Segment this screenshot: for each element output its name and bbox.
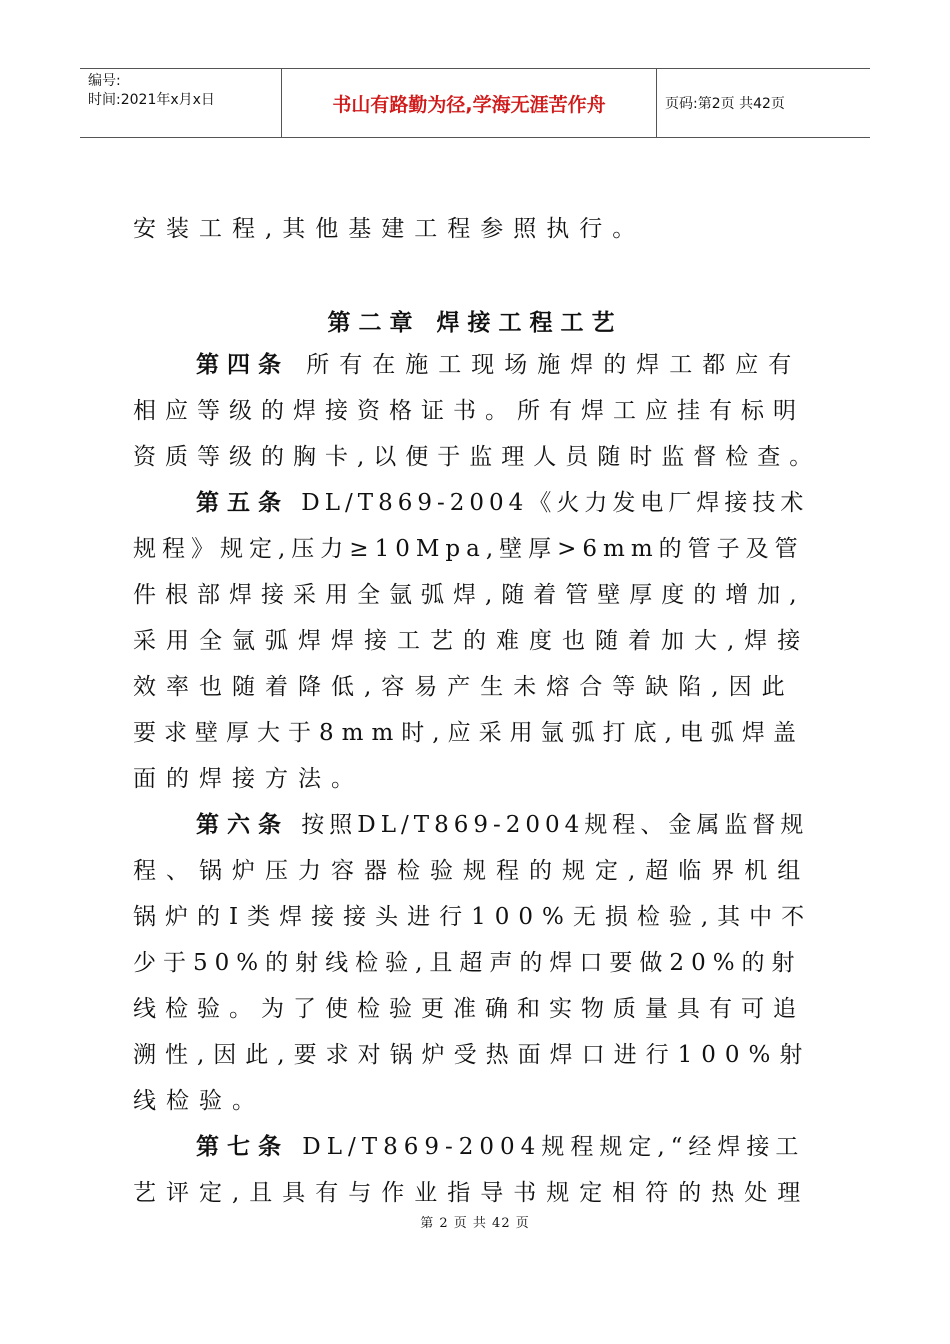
page-header bbox=[80, 68, 870, 138]
body-line bbox=[133, 534, 804, 564]
header-page-info: 页码:第2页 共42页 bbox=[665, 96, 785, 112]
body-line bbox=[133, 994, 805, 1024]
article-line bbox=[196, 488, 808, 518]
body-line bbox=[133, 856, 810, 886]
body-line-text: 艺评定,且具有与作业指导书规定相符的热处理 bbox=[133, 1180, 811, 1206]
body-line bbox=[133, 1086, 265, 1116]
body-line bbox=[133, 718, 804, 748]
body-line-text: 线检验。 bbox=[133, 1088, 265, 1114]
body-line-text: 件根部焊接采用全氩弧焊,随着管壁厚度的增加, bbox=[133, 582, 806, 608]
body-line bbox=[133, 764, 364, 794]
body-line bbox=[133, 1040, 811, 1070]
body-line bbox=[133, 442, 821, 472]
body-line bbox=[133, 1178, 810, 1208]
article-line bbox=[196, 350, 801, 380]
body-line-text: 溯性,因此,要求对锅炉受热面焊口进行100%射 bbox=[133, 1042, 812, 1068]
body-line bbox=[133, 214, 645, 244]
body-line-text: 相应等级的焊接资格证书。所有焊工应挂有标明 bbox=[133, 398, 805, 424]
body-line bbox=[133, 948, 802, 978]
article-heading: 第四条 bbox=[196, 351, 289, 378]
body-line bbox=[133, 396, 805, 426]
body-line-text: DL/T869-2004规程规定,“经焊接工 bbox=[289, 1134, 805, 1160]
page-footer: 第 2 页 共 42 页 bbox=[420, 1216, 530, 1231]
body-line bbox=[133, 580, 806, 610]
body-line-text: 按照DL/T869-2004规程、金属监督规 bbox=[289, 812, 809, 838]
article-heading: 第七条 bbox=[196, 1133, 289, 1160]
header-meta bbox=[80, 69, 282, 137]
article-line bbox=[196, 1132, 804, 1162]
document-number-label: 编号: bbox=[88, 73, 121, 89]
body-line-text: 面的焊接方法。 bbox=[133, 766, 364, 792]
body-line bbox=[133, 902, 813, 932]
article-heading: 第五条 bbox=[196, 489, 289, 516]
body-line-text: 要求壁厚大于8mm时,应采用氩弧打底,电弧焊盖 bbox=[133, 720, 804, 746]
article-heading: 第六条 bbox=[196, 811, 289, 838]
body-line-text: 锅炉的Ⅰ类焊接接头进行100%无损检验,其中不 bbox=[133, 904, 814, 930]
body-line-text: 资质等级的胸卡,以便于监理人员随时监督检查。 bbox=[133, 444, 822, 470]
body-line bbox=[133, 672, 795, 702]
body-line-text: 安装工程,其他基建工程参照执行。 bbox=[133, 216, 646, 242]
body-line-text: 程、锅炉压力容器检验规程的规定,超临界机组 bbox=[133, 858, 811, 884]
body-line-text: DL/T869-2004《火力发电厂焊接技术 bbox=[289, 490, 809, 516]
article-line bbox=[196, 810, 808, 840]
body-line bbox=[133, 626, 810, 656]
body-line-text: 少于50%的射线检验,且超声的焊口要做20%的射 bbox=[133, 950, 802, 976]
chapter-title: 第二章 焊接工程工艺 bbox=[327, 310, 623, 336]
body-line-text: 效率也随着降低,容易产生未熔合等缺陷,因此 bbox=[133, 674, 795, 700]
body-line-text: 线检验。为了使检验更准确和实物质量具有可追 bbox=[133, 996, 805, 1022]
body-line-text: 采用全氩弧焊焊接工艺的难度也随着加大,焊接 bbox=[133, 628, 811, 654]
document-time-label: 时间:2021年x月x日 bbox=[88, 92, 215, 108]
body-line-text: 规程》规定,压力≥10Mpa,壁厚>6mm的管子及管 bbox=[133, 536, 804, 562]
body-line-text: 所有在施工现场施焊的焊工都应有 bbox=[289, 352, 802, 378]
header-motto: 书山有路勤为径,学海无涯苦作舟 bbox=[282, 69, 657, 137]
